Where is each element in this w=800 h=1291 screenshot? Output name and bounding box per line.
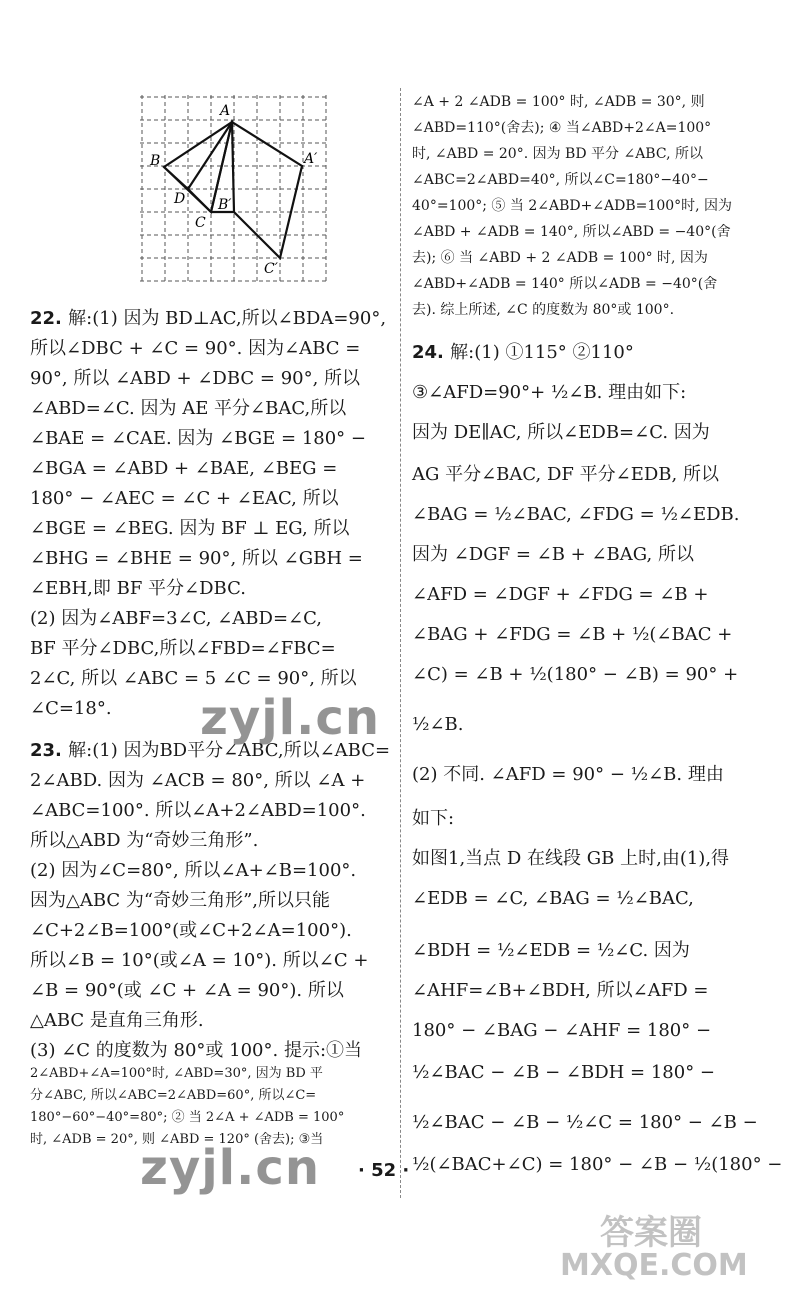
answer-line	[30, 888, 330, 914]
answer-line	[30, 306, 386, 332]
line-text: AG 平分∠BAC, DF 平分∠EDB, 所以	[412, 464, 719, 485]
line-text: ∠BAE = ∠CAE. 因为 ∠BGE = 180° −	[30, 428, 366, 449]
answer-line	[30, 396, 346, 422]
line-text: 40°=100°; ⑤ 当 2∠ABD+∠ADB=100°时, 因为	[412, 198, 733, 214]
label-D: D	[174, 191, 186, 207]
watermark-bottom: zyjl.cn	[140, 1140, 320, 1196]
answer-line	[412, 886, 694, 912]
line-text: ∠BGA = ∠ABD + ∠BAE, ∠BEG =	[30, 458, 338, 479]
line-text: ½∠BAC − ∠B − ∠BDH = 180° −	[412, 1062, 716, 1083]
answer-line	[412, 978, 708, 1004]
hint-line	[30, 1108, 344, 1128]
line-text: ∠EDB = ∠C, ∠BAG = ½∠BAC,	[412, 888, 694, 909]
line-text: (2) 不同. ∠AFD = 90° − ½∠B. 理由	[412, 764, 724, 785]
line-text: ∠A + 2 ∠ADB = 100° 时, ∠ADB = 30°, 则	[412, 94, 705, 110]
label-C-prime: C′	[264, 261, 278, 277]
answer-line	[30, 978, 344, 1004]
line-text: 解:(1) 因为BD平分∠ABC,所以∠ABC=	[68, 740, 391, 761]
label-B: B	[150, 153, 161, 169]
answer-line	[30, 1038, 362, 1064]
watermark-corner-logo: 答案圈	[600, 1213, 702, 1253]
answer-line	[412, 420, 710, 446]
line-text: ∠BAG + ∠FDG = ∠B + ½(∠BAC +	[412, 624, 733, 645]
line-text: 90°, 所以 ∠ABD + ∠DBC = 90°, 所以	[30, 368, 361, 389]
line-text: ∠ABC=100°. 所以∠A+2∠ABD=100°.	[30, 800, 366, 821]
answer-line	[412, 380, 686, 406]
line-text: △ABC 是直角三角形.	[30, 1010, 204, 1031]
line-text: ∠AFD = ∠DGF + ∠FDG = ∠B +	[412, 584, 709, 605]
answer-line	[412, 846, 729, 872]
answer-line	[412, 1152, 782, 1178]
line-text: ∠BDH = ½∠EDB = ½∠C. 因为	[412, 940, 690, 961]
line-text: 2∠C, 所以 ∠ABC = 5 ∠C = 90°, 所以	[30, 668, 357, 689]
page-number: · 52 ·	[358, 1160, 410, 1181]
line-text: 时, ∠ADB = 20°, 则 ∠ABD = 120° (舍去); ③当	[30, 1132, 324, 1147]
hint-line	[412, 170, 709, 190]
line-text: 因为 ∠DGF = ∠B + ∠BAG, 所以	[412, 544, 694, 565]
label-A: A	[220, 103, 231, 119]
line-text: 如下:	[412, 808, 455, 829]
line-text: ½∠B.	[412, 714, 464, 735]
hint-line	[412, 300, 674, 320]
watermark-mid: zyjl.cn	[200, 690, 380, 746]
hint-line	[412, 222, 731, 242]
hint-line	[412, 118, 711, 138]
line-text: ③∠AFD=90°+ ½∠B. 理由如下:	[412, 382, 687, 403]
line-text: 因为△ABC 为“奇妙三角形”,所以只能	[30, 890, 331, 911]
answer-line	[30, 336, 360, 362]
line-text: (2) 因为∠ABF=3∠C, ∠ABD=∠C,	[30, 608, 322, 629]
answer-line	[412, 502, 740, 528]
line-text: ∠BHG = ∠BHE = 90°, 所以 ∠GBH =	[30, 548, 363, 569]
hint-line	[412, 144, 703, 164]
line-text: 180° − ∠AEC = ∠C + ∠EAC, 所以	[30, 488, 339, 509]
line-text: ½(∠BAC+∠C) = 180° − ∠B − ½(180° −	[412, 1154, 783, 1175]
answer-line	[30, 546, 363, 572]
answer-line	[412, 712, 463, 738]
hint-line	[30, 1086, 316, 1106]
answer-line	[30, 1008, 204, 1034]
answer-line	[412, 762, 724, 788]
answer-line	[30, 666, 357, 692]
geometry-figure	[140, 95, 330, 285]
answer-line	[30, 366, 360, 392]
label-A-prime: A′	[304, 151, 318, 167]
hint-line	[412, 92, 705, 112]
answer-line	[30, 768, 365, 794]
line-text: (2) 因为∠C=80°, 所以∠A+∠B=100°.	[30, 860, 357, 881]
answer-line	[412, 1018, 711, 1044]
answer-line	[412, 462, 719, 488]
answer-line	[412, 622, 732, 648]
answer-line	[30, 456, 337, 482]
line-text: ∠ABD=110°(舍去); ④ 当∠ABD+2∠A=100°	[412, 120, 712, 136]
line-text: ∠ABD + ∠ADB = 140°, 所以∠ABD = −40°(舍	[412, 224, 731, 240]
line-text: ∠ABD+∠ADB = 140° 所以∠ADB = −40°(舍	[412, 276, 718, 292]
line-text: 解:(1) ①115° ②110°	[450, 342, 634, 363]
hint-line	[30, 1064, 323, 1084]
line-text: ∠BAG = ½∠BAC, ∠FDG = ½∠EDB.	[412, 504, 740, 525]
line-text: ∠C+2∠B=100°(或∠C+2∠A=100°).	[30, 920, 352, 941]
line-text: 因为 DE∥AC, 所以∠EDB=∠C. 因为	[412, 422, 710, 443]
answer-line	[412, 1110, 758, 1136]
answer-line	[412, 340, 634, 366]
line-text: ∠AHF=∠B+∠BDH, 所以∠AFD =	[412, 980, 709, 1001]
question-number: 23.	[30, 740, 69, 761]
hint-line	[412, 274, 717, 294]
line-text: ∠ABD=∠C. 因为 AE 平分∠BAC,所以	[30, 398, 347, 419]
line-text: 180° − ∠BAG − ∠AHF = 180° −	[412, 1020, 712, 1041]
hint-line	[412, 248, 708, 268]
question-number: 22.	[30, 308, 69, 329]
hint-line	[412, 196, 732, 216]
line-text: ∠BGE = ∠BEG. 因为 BF ⊥ EG, 所以	[30, 518, 350, 539]
line-text: ∠ABC=2∠ABD=40°, 所以∠C=180°−40°−	[412, 172, 709, 188]
answer-line	[30, 516, 349, 542]
line-text: ∠B = 90°(或 ∠C + ∠A = 90°). 所以	[30, 980, 344, 1001]
shape-lines	[164, 122, 302, 258]
watermark-corner-url: MXQE.COM	[560, 1248, 748, 1283]
answer-line	[412, 582, 708, 608]
column-divider	[400, 88, 402, 1198]
answer-line	[30, 606, 322, 632]
answer-line	[30, 636, 336, 662]
label-C: C	[195, 215, 206, 231]
line-text: (3) ∠C 的度数为 80°或 100°. 提示:①当	[30, 1040, 363, 1061]
answer-line	[30, 426, 366, 452]
answer-line	[412, 1060, 715, 1086]
line-text: 2∠ABD. 因为 ∠ACB = 80°, 所以 ∠A +	[30, 770, 366, 791]
question-number: 24.	[412, 342, 451, 363]
answer-line	[412, 662, 738, 688]
line-text: 2∠ABD+∠A=100°时, ∠ABD=30°, 因为 BD 平	[30, 1066, 323, 1081]
line-text: 如图1,当点 D 在线段 GB 上时,由(1),得	[412, 848, 730, 869]
line-text: 去); ⑥ 当 ∠ABD + 2 ∠ADB = 100° 时, 因为	[412, 250, 708, 266]
answer-line	[412, 938, 690, 964]
answer-line	[30, 486, 339, 512]
line-text: 所以∠B = 10°(或∠A = 10°). 所以∠C +	[30, 950, 369, 971]
answer-line	[30, 828, 258, 854]
answer-line	[30, 858, 356, 884]
line-text: ∠C=18°.	[30, 698, 112, 719]
line-text: 解:(1) 因为 BD⊥AC,所以∠BDA=90°,	[68, 308, 387, 329]
line-text: 所以∠DBC + ∠C = 90°. 因为∠ABC =	[30, 338, 361, 359]
answer-line	[30, 918, 352, 944]
line-text: ∠C) = ∠B + ½(180° − ∠B) = 90° +	[412, 664, 739, 685]
answer-line	[30, 798, 366, 824]
line-text: 去). 综上所述, ∠C 的度数为 80°或 100°.	[412, 302, 675, 318]
line-text: 时, ∠ABD = 20°. 因为 BD 平分 ∠ABC, 所以	[412, 146, 703, 162]
answer-line	[30, 576, 246, 602]
line-text: 分∠ABC, 所以∠ABC=2∠ABD=60°, 所以∠C=	[30, 1088, 317, 1103]
answer-line	[412, 542, 694, 568]
line-text: ∠EBH,即 BF 平分∠DBC.	[30, 578, 246, 599]
line-text: 180°−60°−40°=80°; ② 当 2∠A + ∠ADB = 100°	[30, 1110, 345, 1125]
line-text: 所以△ABD 为“奇妙三角形”.	[30, 830, 259, 851]
line-text: ½∠BAC − ∠B − ½∠C = 180° − ∠B −	[412, 1112, 758, 1133]
answer-line	[30, 696, 112, 722]
line-text: BF 平分∠DBC,所以∠FBD=∠FBC=	[30, 638, 336, 659]
answer-line	[30, 948, 368, 974]
answer-line	[412, 806, 454, 832]
label-B-prime: B′	[218, 197, 232, 213]
